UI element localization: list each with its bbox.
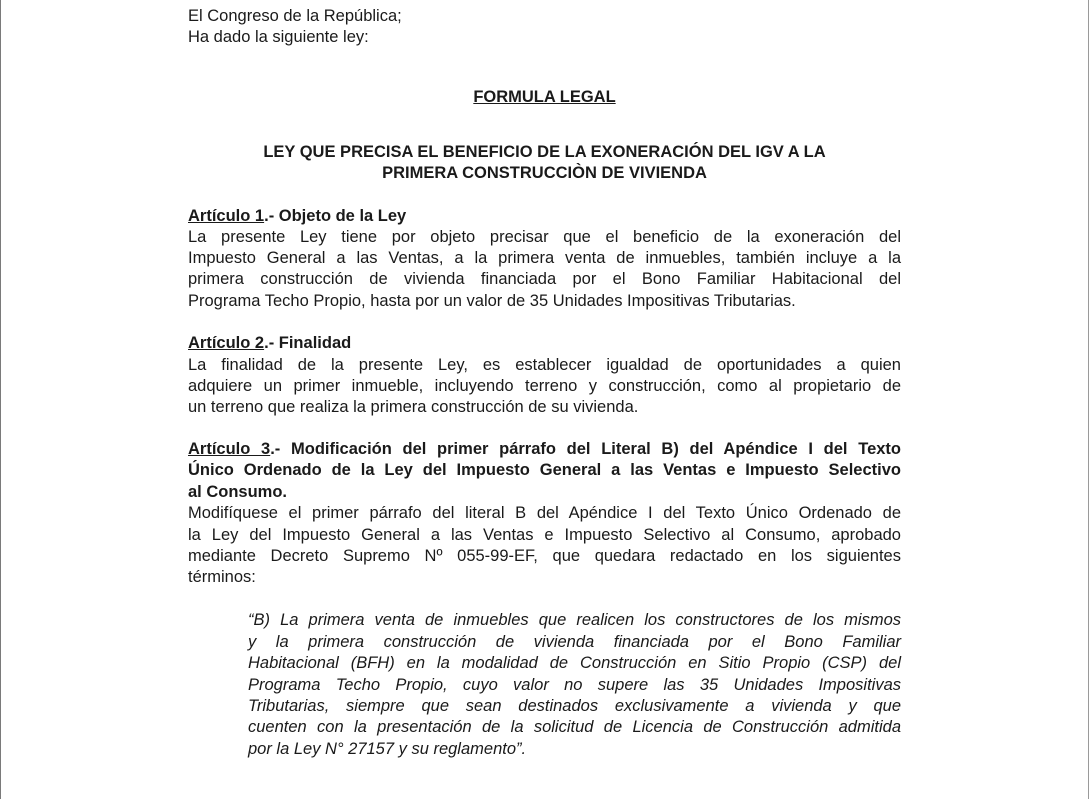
article-2-heading	[188, 333, 901, 354]
article-3-heading-line-1	[188, 439, 901, 460]
formula-title-row	[188, 87, 901, 108]
article-3-heading-text: .- Modificación del primer párrafo del Literal B) del Apéndice I del Texto	[270, 440, 901, 458]
article-3-label: Artículo 3	[188, 440, 271, 458]
intro-line-1: El Congreso de la República;	[188, 7, 402, 25]
article-2-body-line: adquiere un primer inmueble, incluyendo terreno y construcción, como al propietario de	[188, 377, 901, 395]
law-title-line-2: PRIMERA CONSTRUCCIÒN DE VIVIENDA	[382, 164, 707, 182]
article-2-body-line: un terreno que realiza la primera construcción de su vivienda.	[188, 398, 639, 416]
article-1-body-line: Programa Techo Propio, hasta por un valor de 35 Unidades Impositivas Tributarias.	[188, 292, 796, 310]
formula-title: FORMULA LEGAL	[473, 88, 616, 106]
article-1-body-line: La presente Ley tiene por objeto precisar que el beneficio de la exoneración del	[188, 228, 901, 246]
article-1-body-line: Impuesto General a las Ventas, a la primera venta de inmuebles, también incluye a la	[188, 249, 901, 267]
article-3-quote-line: y la primera construcción de vivienda financiada por el Bono Familiar	[248, 633, 901, 651]
intro-line-2: Ha dado la siguiente ley:	[188, 28, 369, 46]
law-title-line-1: LEY QUE PRECISA EL BENEFICIO DE LA EXONERACIÓN DEL IGV A LA	[263, 143, 826, 161]
article-2-heading-text: .- Finalidad	[264, 334, 352, 352]
article-2-label: Artículo 2	[188, 334, 265, 352]
article-1-heading-text: .- Objeto de la Ley	[264, 207, 407, 225]
article-3-quote-line: Tributarias, siempre que sean destinados exclusivamente a vivienda y que	[248, 697, 901, 715]
article-1-body-line: primera construcción de vivienda financiada por el Bono Familiar Habitacional del	[188, 270, 901, 288]
article-1-label: Artículo 1	[188, 207, 265, 225]
article-3-heading-line-2: Único Ordenado de la Ley del Impuesto General a las Ventas e Impuesto Selectivo	[188, 461, 901, 479]
article-1-heading	[188, 206, 901, 227]
article-3-quote-line: Habitacional (BFH) en la modalidad de Construcción en Sitio Propio (CSP) del	[248, 654, 901, 672]
article-3-quote-line: “B) La primera venta de inmuebles que realicen los constructores de los mismos	[248, 611, 901, 629]
page-left-edge	[0, 0, 1, 799]
article-3-body-line: términos:	[188, 568, 256, 586]
article-3-body-line: Modifíquese el primer párrafo del literal B del Apéndice I del Texto Único Ordenado de	[188, 504, 901, 522]
article-3-heading-line-3: al Consumo.	[188, 483, 288, 501]
article-3-quote-line: Programa Techo Propio, cuyo valor no supere las 35 Unidades Impositivas	[248, 676, 901, 694]
article-3-quote-line: cuenten con la presentación de la solicitud de Licencia de Construcción admitida	[248, 718, 901, 736]
article-3-quote-line: por la Ley N° 27157 y su reglamento”.	[248, 740, 527, 758]
article-2-body-line: La finalidad de la presente Ley, es establecer igualdad de oportunidades a quien	[188, 356, 901, 374]
article-3-body-line: la Ley del Impuesto General a las Ventas e Impuesto Selectivo al Consumo, aprobado	[188, 526, 901, 544]
article-3-body-line: mediante Decreto Supremo Nº 055-99-EF, que quedara redactado en los siguientes	[188, 547, 901, 565]
